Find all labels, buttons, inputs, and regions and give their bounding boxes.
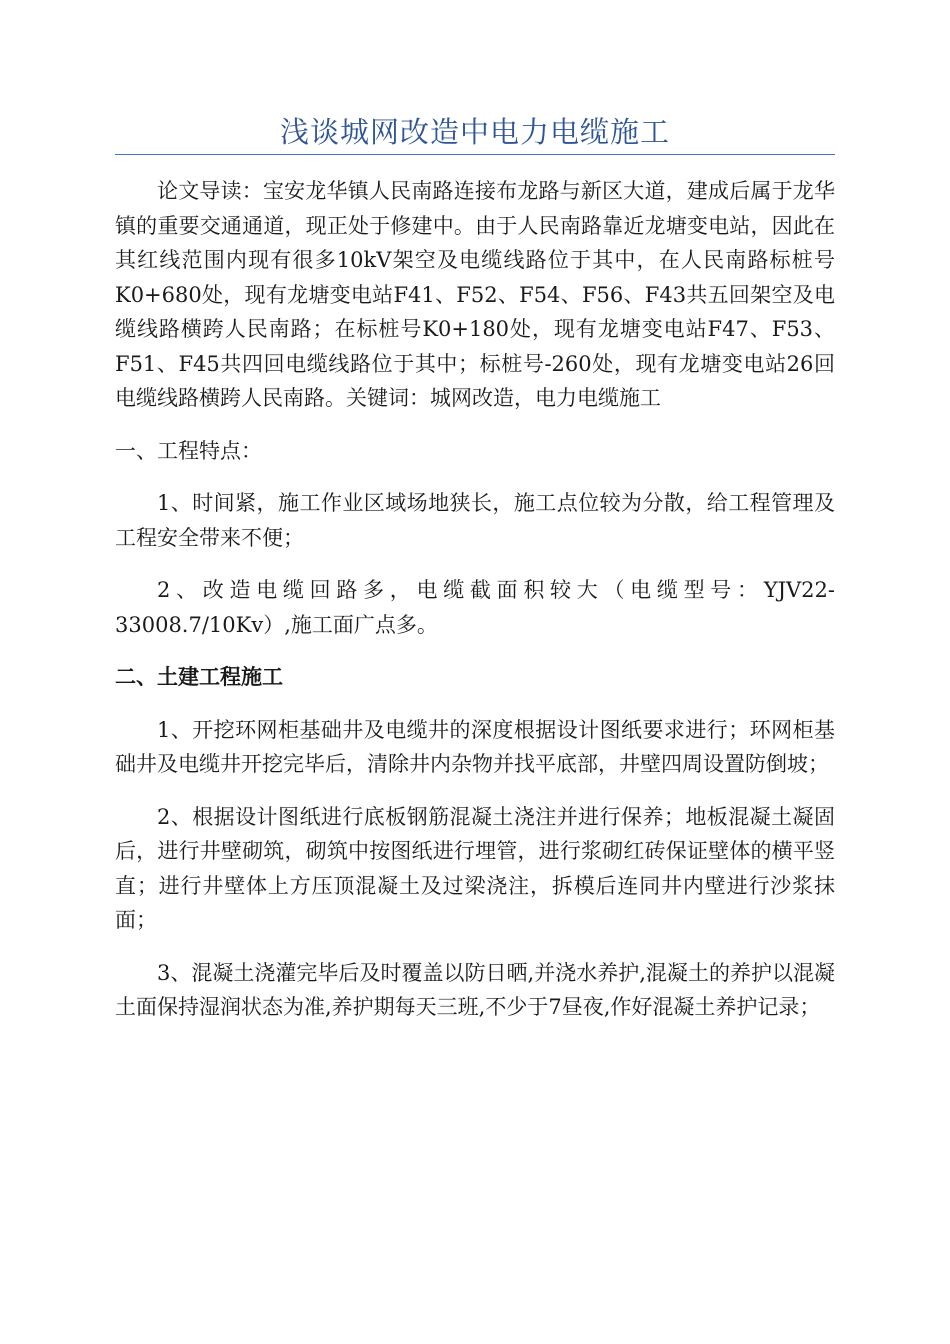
section-heading: 一、工程特点：	[115, 438, 262, 463]
document-title: 浅谈城网改造中电力电缆施工	[279, 115, 670, 149]
section-heading: 二、土建工程施工	[115, 664, 283, 689]
list-item: 3、混凝土浇灌完毕后及时覆盖以防日晒,并浇水养护,混凝土的养护以混凝土面保持湿润状态为准,养护期每天三班,不少于7昼夜,作好混凝土养护记录；	[115, 960, 835, 1019]
list-item: 1、时间紧，施工作业区域场地狭长，施工点位较为分散，给工程管理及工程安全带来不便；	[115, 491, 835, 550]
list-item: 2、根据设计图纸进行底板钢筋混凝土浇注并进行保养；地板混凝土凝固后，进行井壁砌筑，砌筑中按图纸进行埋管，进行浆砌红砖保证壁体的横平竖直；进行井壁体上方压顶混凝土及过梁浇注，拆模后连同井内壁进行沙浆抹面；	[115, 804, 835, 932]
list-item: 2、改造电缆回路多，电缆截面积较大（电缆型号：YJV22-33008.7/10Kv）,施工面广点多。	[115, 578, 835, 637]
list-item: 1、开挖环网柜基础井及电缆井的深度根据设计图纸要求进行；环网柜基础井及电缆井开挖完毕后，清除井内杂物并找平底部，井壁四周设置防倒坡；	[115, 717, 835, 776]
intro-paragraph: 论文导读：宝安龙华镇人民南路连接布龙路与新区大道，建成后属于龙华镇的重要交通通道，现正处于修建中。由于人民南路靠近龙塘变电站，因此在其红线范围内现有很多10kV架空及电缆线路位于其中，在人民南路标桩号K0+680处，现有龙塘变电站F41、F52、F54、F56、F43共五回架空及电缆线路横跨人民南路；在标桩号K0+180处，现有龙塘变电站F47、F53、F51、F45共四回电缆线路位于其中；标桩号-260处，现有龙塘变电站26回电缆线路横跨人民南路。关键词：城网改造，电力电缆施工	[115, 179, 835, 410]
document-body	[115, 174, 835, 1043]
title-underline	[115, 154, 835, 155]
